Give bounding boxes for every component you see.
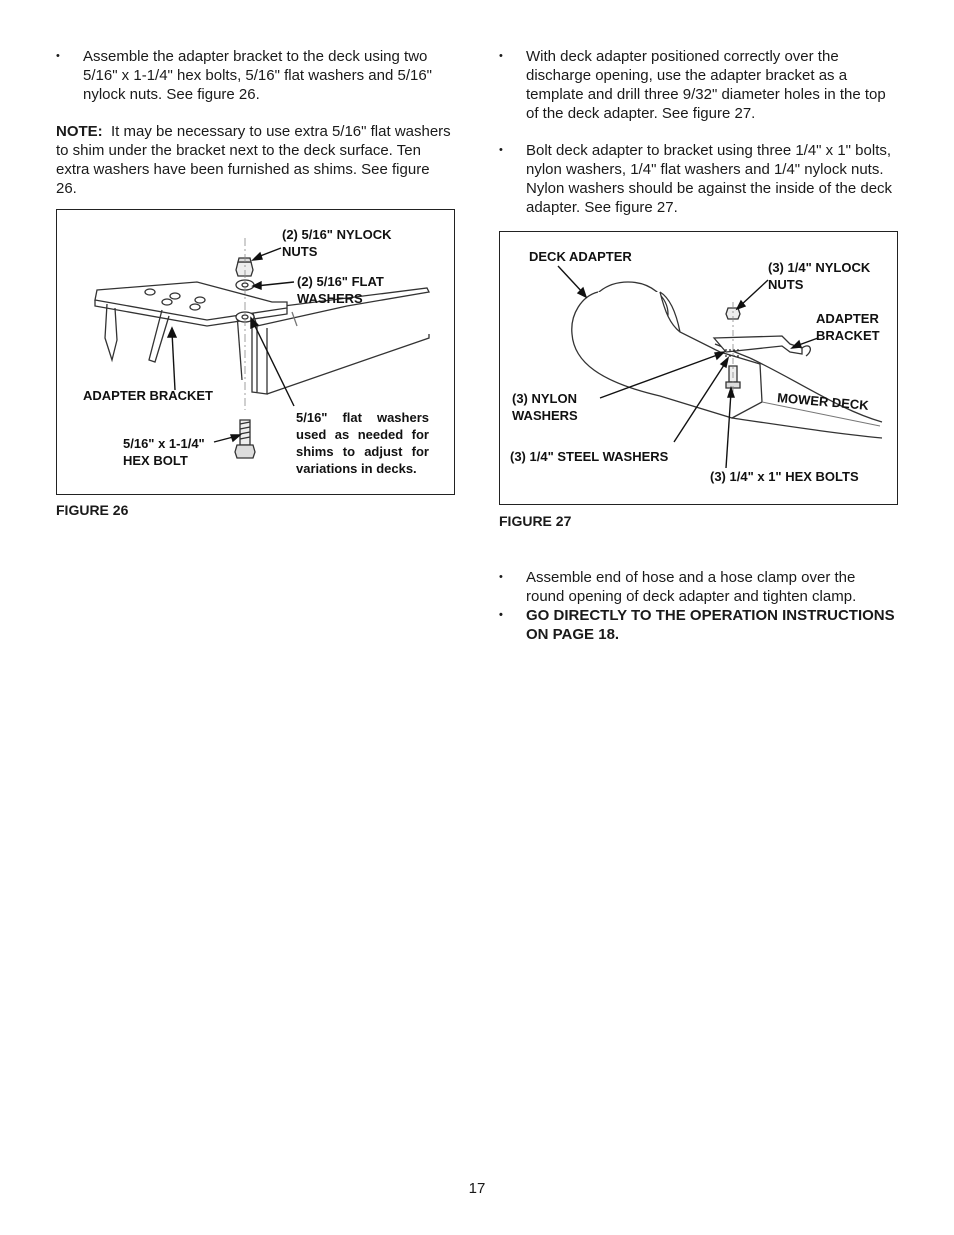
label-nylock-nuts: (2) 5/16" NYLOCK NUTS [282, 227, 392, 259]
left-column [56, 47, 454, 198]
right-bullet-3: • Assemble end of hose and a hose clamp over the round opening of deck adapter and tighten clamp. [499, 568, 897, 606]
note-text: It may be necessary to use extra 5/16" flat washers to shim under the bracket next to the deck surface. Ten extra washers have been furnished as shims. See figure 26. [56, 123, 451, 197]
label-adapter-bracket-27: ADAPTER BRACKET [816, 311, 880, 343]
label-hex-bolts-27: (3) 1/4" x 1" HEX BOLTS [710, 469, 859, 484]
label-deck-adapter: DECK ADAPTER [529, 249, 632, 264]
label-shim-washers: 5/16" flat washers used as needed for shims to adjust for variations in decks. [296, 410, 429, 476]
note-paragraph [56, 122, 454, 198]
figure-27-caption: FIGURE 27 [499, 513, 572, 529]
right-bullet-4: • GO DIRECTLY TO THE OPERATION INSTRUCTIONS ON PAGE 18. [499, 606, 897, 644]
label-flat-washers: (2) 5/16" FLAT WASHERS [297, 274, 384, 306]
label-hex-bolt: 5/16" x 1-1/4" HEX BOLT [123, 436, 205, 468]
right-column-bottom [499, 568, 897, 644]
right-bullet-2: • Bolt deck adapter to bracket using three 1/4" x 1" bolts, nylon washers, 1/4" flat washers and 1/4" nylock nuts. Nylon washers should be against the inside of the deck adapter. See figure 27. [499, 141, 897, 217]
label-adapter-bracket: ADAPTER BRACKET [83, 388, 213, 403]
note-label: NOTE: [56, 123, 103, 140]
figure-26 [56, 209, 455, 495]
figure-27 [499, 231, 898, 505]
label-steel-washers: (3) 1/4" STEEL WASHERS [510, 449, 669, 464]
page-number: 17 [468, 1180, 486, 1197]
label-nylon-washers: (3) NYLON WASHERS [512, 391, 578, 423]
left-bullet-1: • Assemble the adapter bracket to the deck using two 5/16" x 1-1/4" hex bolts, 5/16" flat washers and 5/16" nylock nuts. See figure 26. [56, 47, 454, 104]
figure-26-caption: FIGURE 26 [56, 502, 129, 518]
right-bullet-1: • With deck adapter positioned correctly over the discharge opening, use the adapter bracket as a template and drill three 9/32" diameter holes in the top of the deck adapter. See figure 27. [499, 47, 897, 123]
right-column-top [499, 47, 897, 217]
label-nylock-nuts-27: (3) 1/4" NYLOCK NUTS [768, 260, 871, 292]
label-mower-deck: MOWER DECK [776, 389, 870, 413]
